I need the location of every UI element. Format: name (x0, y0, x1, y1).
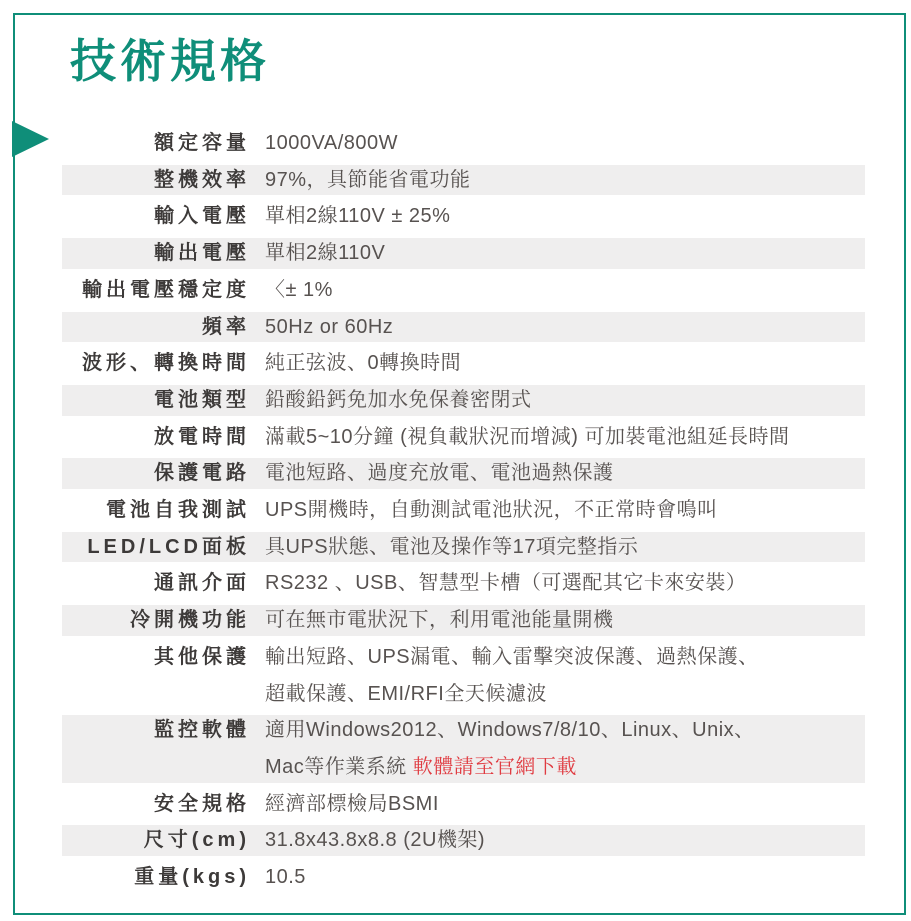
spec-row (62, 602, 865, 639)
spec-value-line: 滿載5~10分鐘 (視負載狀況而增減) 可加裝電池組延長時間 (265, 425, 790, 448)
spec-value-line: 電池短路、過度充放電、電池過熱保護 (265, 462, 614, 485)
spec-label: 安全規格 (154, 792, 250, 815)
spec-label: 輸入電壓 (154, 205, 250, 228)
spec-row (62, 382, 865, 419)
spec-value-line: 經濟部標檢局BSMI (265, 792, 439, 815)
spec-value-line: RS232 、USB、智慧型卡槽（可選配其它卡來安裝） (265, 572, 747, 595)
spec-value-line: 具UPS狀態、電池及操作等17項完整指示 (265, 535, 639, 558)
spec-value (265, 345, 461, 382)
spec-row (62, 272, 865, 309)
spec-label: 冷開機功能 (130, 609, 250, 632)
spec-label: LED/LCD面板 (87, 535, 250, 558)
spec-value (265, 162, 471, 199)
spec-value (265, 565, 746, 602)
spec-value (265, 235, 385, 272)
spec-label: 額定容量 (154, 132, 250, 154)
spec-value-line: 輸出短路、UPS漏電、輸入雷擊突波保護、過熱保護、 (265, 645, 759, 668)
spec-value (265, 455, 614, 492)
spec-value-line: 50Hz or 60Hz (265, 315, 394, 338)
spec-value-line: 適用Windows2012、Windows7/8/10、Linux、Unix、 (265, 719, 755, 742)
download-note: 軟體請至官網下載 (412, 755, 577, 778)
spec-value-line: 超載保護、EMI/RFI全天候濾波 (265, 682, 547, 705)
spec-row (62, 859, 865, 896)
spec-label: 放電時間 (154, 425, 250, 448)
spec-value-line: 1000VA/800W (265, 132, 398, 154)
spec-value (265, 602, 614, 639)
spec-value (265, 786, 439, 823)
spec-row (62, 198, 865, 235)
spec-row (62, 235, 865, 272)
spec-label: 整機效率 (154, 168, 250, 191)
spec-value-line (265, 749, 755, 786)
spec-row (62, 492, 865, 529)
spec-label: 監控軟體 (154, 719, 250, 742)
spec-label: 波形、轉換時間 (82, 352, 250, 375)
spec-label: 頻率 (202, 315, 250, 338)
spec-value-line: 可在無市電狀況下，利用電池能量開機 (265, 609, 614, 632)
spec-row (62, 639, 865, 712)
spec-value (265, 492, 718, 529)
spec-row (62, 419, 865, 456)
spec-table (0, 125, 911, 896)
spec-value (265, 822, 485, 859)
spec-value (265, 639, 759, 712)
spec-value-line: 10.5 (265, 866, 306, 889)
spec-row (62, 712, 865, 785)
spec-label: 通訊介面 (154, 572, 250, 595)
spec-label: 其他保護 (154, 645, 250, 668)
spec-row (62, 529, 865, 566)
spec-row (62, 786, 865, 823)
spec-row (62, 455, 865, 492)
spec-value (265, 272, 333, 309)
spec-value-line: UPS開機時，自動測試電池狀況，不正常時會鳴叫 (265, 499, 718, 522)
spec-value-line: 純正弦波、0轉換時間 (265, 352, 462, 375)
spec-label: 電池自我測試 (106, 499, 250, 522)
spec-value (265, 198, 450, 235)
spec-value-line: 97%，具節能省電功能 (265, 168, 471, 191)
spec-row (62, 309, 865, 346)
spec-row (62, 565, 865, 602)
spec-value-line: 鉛酸鉛鈣免加水免保養密閉式 (265, 388, 532, 411)
spec-value (265, 859, 306, 896)
spec-label: 重量(kgs) (134, 866, 250, 889)
spec-value-line: 31.8x43.8x8.8 (2U機架) (265, 829, 486, 852)
spec-label: 輸出電壓 (154, 242, 250, 265)
spec-value (265, 419, 789, 456)
spec-value (265, 125, 398, 162)
spec-label: 電池類型 (154, 388, 250, 411)
spec-value-text: Mac等作業系統 (265, 755, 413, 778)
spec-value-line: 〈± 1% (265, 278, 333, 301)
spec-value-line: 單相2線110V ± 25% (265, 205, 451, 228)
spec-row (62, 822, 865, 859)
spec-value (265, 382, 532, 419)
spec-row (62, 162, 865, 199)
page-title: 技術規格 (70, 35, 270, 87)
spec-label: 尺寸(cm) (143, 829, 250, 852)
spec-label: 保護電路 (154, 462, 250, 485)
spec-row (62, 345, 865, 382)
spec-value (265, 309, 393, 346)
spec-row (62, 125, 865, 162)
spec-value (265, 712, 755, 785)
spec-value (265, 529, 638, 566)
spec-value-line: 單相2線110V (265, 242, 386, 265)
spec-label: 輸出電壓穩定度 (82, 278, 250, 301)
